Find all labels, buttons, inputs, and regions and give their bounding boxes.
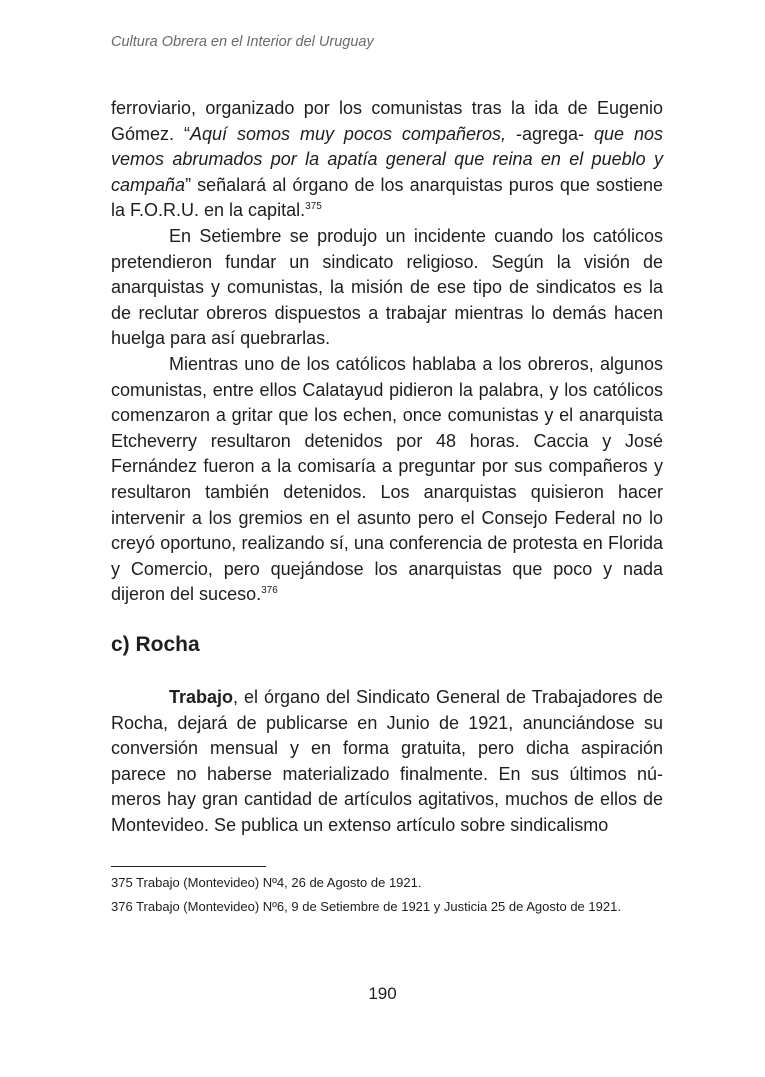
main-text (111, 96, 663, 608)
footnote-ref: 375 (305, 201, 322, 213)
paragraph: En Setiembre se produjo un incidente cuando los católicos pretendieron fundar un sindicato religioso. Según la visión de anarquistas y comunistas, la misión de ese tipo de sindicatos es la de reclutar obreros dispuestos a trabajar mientras lo demás hacen huelga para así quebrarlas. (111, 225, 663, 349)
quote-italic: que nos vemos abrumados por la apatía general que reina en el pueblo y campaña (111, 123, 664, 195)
paragraph-text: Mientras uno de los católicos hablaba a los obreros, algunos comunistas, entre ellos Calatayud pidieron la palabra, y los católicos comenzaron a gritar que los echen, once comunistas y el anarquista Etcheverry resultaron detenidos por 48 horas. Caccia y José Fernández fueron a la comisaría a preguntar por sus compañeros y resultaron también detenidos. Los anarquistas quisieron hacer intervenir a los gremios en el asunto pero el Consejo Federal no lo creyó oportuno, realizando sí, una conferencia de protesta en Florida y Comercio, pero quejándose los anarquistas que poco y nada dijeron del suceso. (111, 353, 663, 605)
paragraph-text: ” señalará al órgano de los anarquistas puros que sostiene la F.O.R.U. en la capital. (111, 174, 663, 221)
paragraph (111, 96, 663, 224)
page-number: 190 (368, 984, 397, 1003)
footnote-text: Trabajo (Montevideo) Nº4, 26 de Agosto de 1921. (136, 875, 422, 890)
footnote-text: Trabajo (Montevideo) Nº6, 9 de Setiembre de 1921 y Justicia 25 de Agosto de 1921. (136, 899, 621, 914)
paragraph (111, 352, 663, 608)
footnote (111, 898, 663, 916)
footnote-divider (111, 866, 266, 867)
publication-name: Trabajo (169, 687, 234, 707)
running-head: Cultura Obrera en el Interior del Uruguay (111, 34, 374, 50)
paragraph (111, 685, 663, 839)
paragraph-text: , el órgano del Sindicato General de Trabajadores de Rocha, dejará de publicarse en Junio de 1921, anunciándose su conversión mensual y en forma gratuita, pero dicha aspiración parece no haberse materializado finalmente. En sus últimos números hay gran cantidad de artículos agitativos, muchos de ellos de Montevideo. Se publica un extenso artículo sobre sindicalismo (111, 687, 663, 835)
section-heading: c) Rocha (111, 633, 200, 656)
section-text (111, 685, 663, 839)
footnotes (111, 874, 663, 922)
paragraph-text: ferroviario, organizado por los comunistas tras la ida de Eugenio Gómez. “ (111, 98, 663, 144)
footnote-ref: 376 (261, 585, 278, 597)
quote-italic: Aquí somos muy pocos compañeros, (189, 123, 506, 144)
footnote (111, 874, 663, 892)
footnote-number: 375 (111, 875, 133, 890)
footnote-number: 376 (111, 899, 133, 914)
paragraph-text: -agrega- (506, 123, 594, 144)
